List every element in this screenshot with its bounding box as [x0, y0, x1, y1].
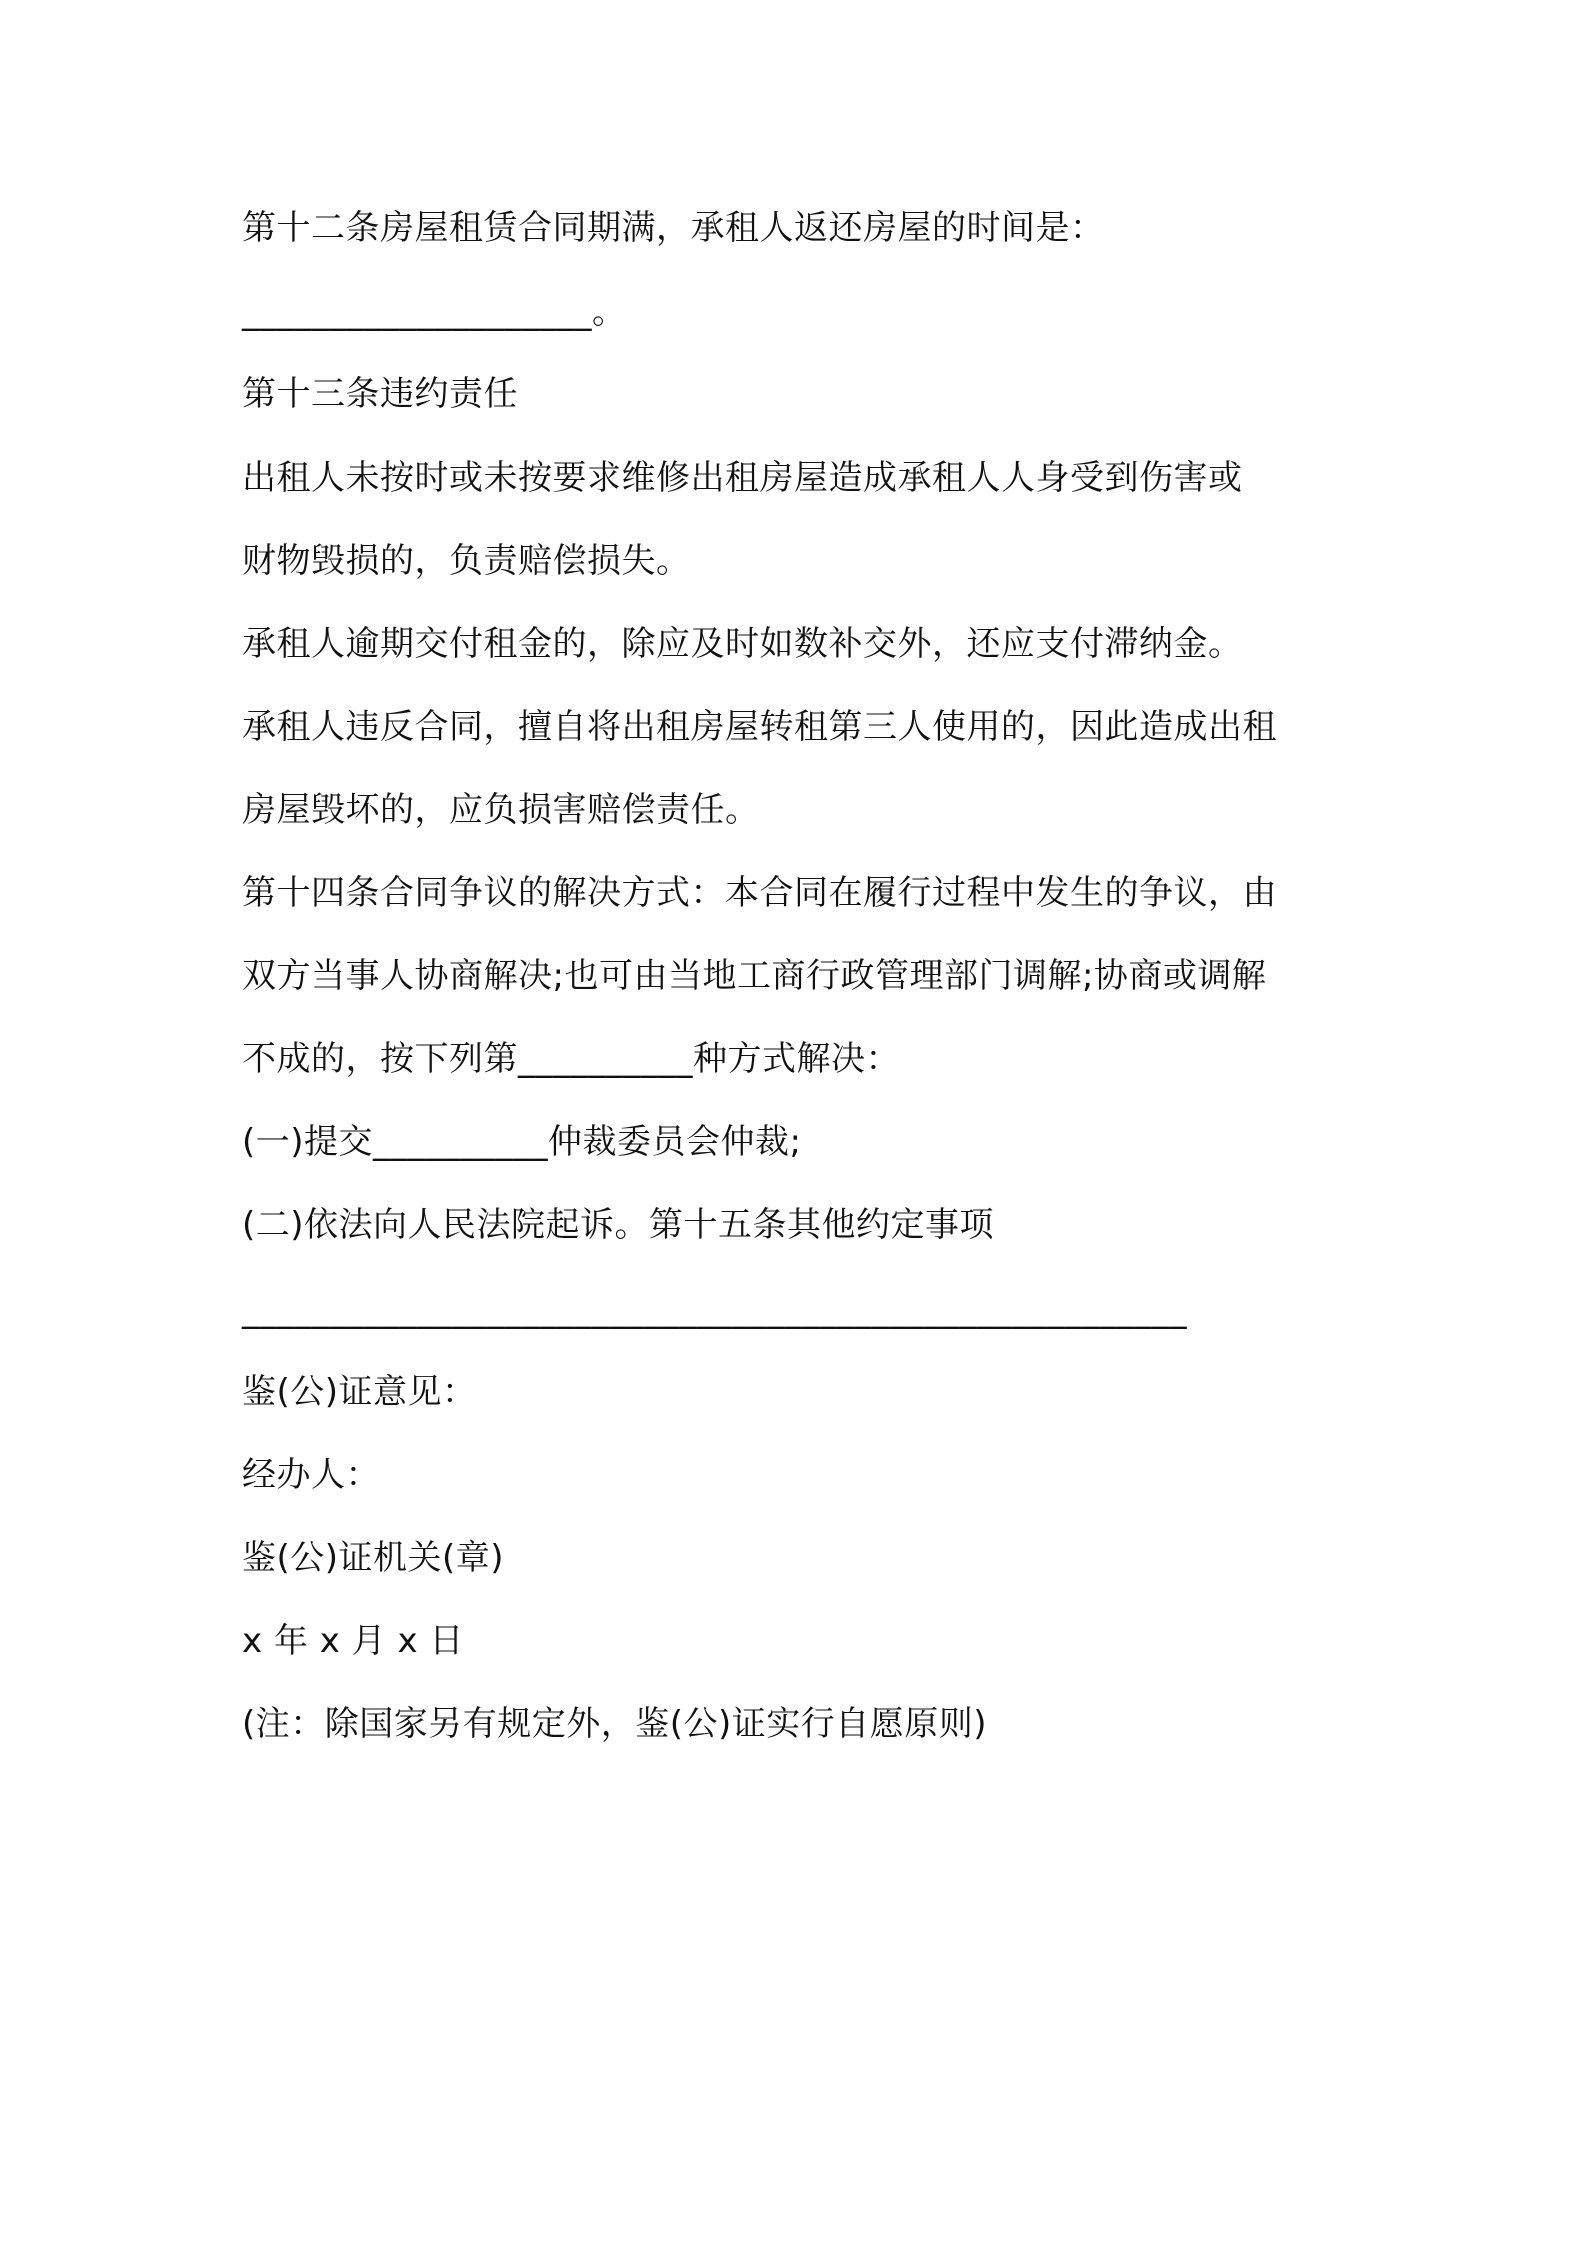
clause-12-return-time-blank: ____________________。	[242, 292, 627, 332]
clause-14-line-2: 双方当事人协商解决;也可由当地工商行政管理部门调解;协商或调解	[242, 956, 1267, 996]
handler-label: 经办人：	[242, 1455, 380, 1495]
clause-13-para-1-line-2: 财物毁损的，负责赔偿损失。	[242, 541, 691, 581]
clause-13-para-2: 承租人逾期交付租金的，除应及时如数补交外，还应支付滞纳金。	[242, 624, 1243, 664]
footnote: (注：除国家另有规定外，鉴(公)证实行自愿原则)	[242, 1704, 988, 1744]
notarization-opinion-label: 鉴(公)证意见：	[242, 1372, 477, 1412]
clause-13-para-3-line-2: 房屋毁坏的，应负损害赔偿责任。	[242, 790, 760, 830]
clause-12-text: 第十二条房屋租赁合同期满，承租人返还房屋的时间是：	[242, 208, 1105, 248]
clause-14-option-1: (一)提交__________仲裁委员会仲裁;	[242, 1122, 802, 1162]
date-line: x 年 x 月 x 日	[242, 1621, 464, 1661]
clause-14-line-1: 第十四条合同争议的解决方式：本合同在履行过程中发生的争议，由	[242, 873, 1277, 913]
notarization-authority-seal-label: 鉴(公)证机关(章)	[242, 1538, 505, 1578]
clause-13-heading: 第十三条违约责任	[242, 374, 518, 414]
clause-14-line-3: 不成的，按下列第__________种方式解决：	[242, 1039, 900, 1079]
clause-13-para-1-line-1: 出租人未按时或未按要求维修出租房屋造成承租人人身受到伤害或	[242, 458, 1243, 498]
clause-14-option-2-and-clause-15: (二)依法向人民法院起诉。第十五条其他约定事项	[242, 1205, 995, 1245]
clause-15-blank-line: ______________________________________________________	[242, 1290, 1187, 1330]
clause-13-para-3-line-1: 承租人违反合同，擅自将出租房屋转租第三人使用的，因此造成出租	[242, 707, 1277, 747]
